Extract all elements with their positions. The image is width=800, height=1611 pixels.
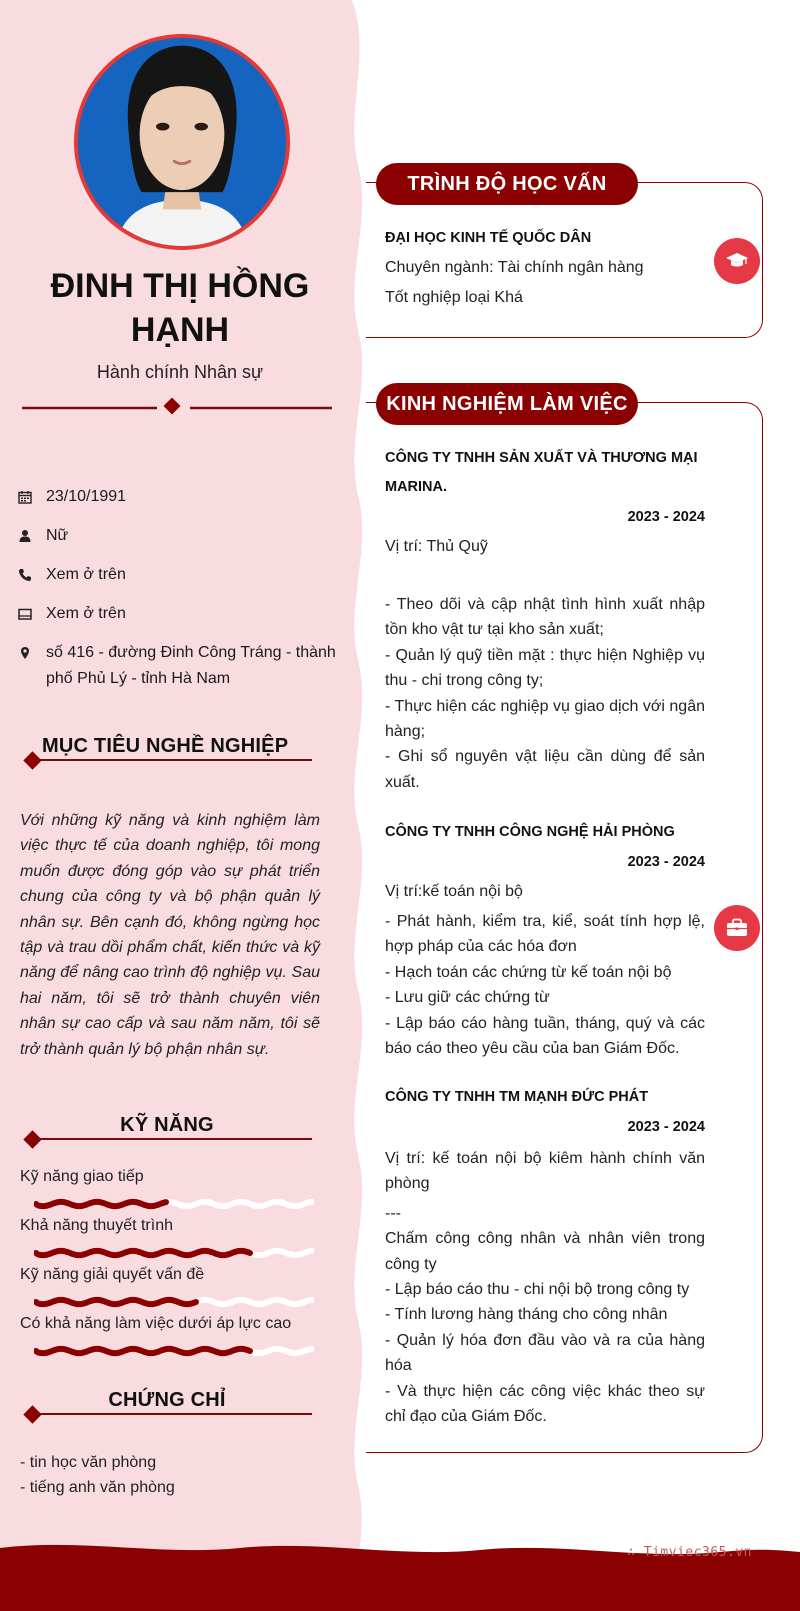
job-years: 2023 - 2024	[627, 1119, 705, 1135]
job-years: 2023 - 2024	[627, 854, 705, 870]
education-title: TRÌNH ĐỘ HỌC VẤN	[376, 163, 638, 205]
graduation-cap-icon	[714, 238, 760, 284]
education-content	[385, 224, 705, 313]
skill-bar-fill	[36, 1349, 250, 1353]
objective-heading	[22, 734, 322, 764]
job-position: Vị trí:kế toán nội bộ	[385, 883, 523, 900]
avatar	[74, 34, 290, 250]
job-details: - Phát hành, kiểm tra, kiể, soát tính hợp lệ, hợp pháp của các hóa đơn - Hạch toán các chứng từ kế toán nội bộ - Lưu giữ các chứng từ - Lập báo cáo hàng tuần, tháng, quý và các báo cáo theo yêu cầu của ban Giám Đốc.	[385, 913, 705, 1058]
skill-bar-fill	[36, 1251, 250, 1255]
certificates-title: CHỨNG CHỈ	[108, 1389, 226, 1411]
skill-label: Kỹ năng giải quyết vấn đề	[20, 1266, 205, 1283]
site-watermark: ∴ Timviec365.vn	[627, 1545, 752, 1560]
certificate-item: - tiếng anh văn phòng	[20, 1479, 175, 1496]
contact-email	[18, 601, 338, 627]
job-entry	[385, 1083, 705, 1429]
job-company: CÔNG TY TNHH SẢN XUẤT VÀ THƯƠNG MẠI MARINA.	[385, 450, 698, 495]
education-grade: Tốt nghiệp loại Khá	[385, 289, 523, 306]
role-divider	[22, 398, 332, 418]
skill-bar	[34, 1296, 314, 1308]
job-position: Vị trí: kế toán nội bộ kiêm hành chính văn phòng	[385, 1150, 705, 1193]
job-company: CÔNG TY TNHH CÔNG NGHỆ HẢI PHÒNG	[385, 824, 675, 840]
job-details: - Theo dõi và cập nhật tình hình xuất nhập tồn kho vật tư tại kho sản xuất; - Quản lý quỹ tiền mặt : thực hiện Nghiệp vụ thu - chi trong công ty; - Thực hiện các nghiệp vụ giao dịch với ngân hàng; - Ghi sổ nguyên vật liệu cần dùng để sản xuất.	[385, 596, 705, 791]
skill-bar-fill	[36, 1300, 196, 1304]
certificate-list	[20, 1450, 175, 1500]
education-major: Chuyên ngành: Tài chính ngân hàng	[385, 259, 644, 276]
contact-phone	[18, 562, 338, 588]
address-value: số 416 - đường Đinh Công Tráng - thành phố Phủ Lý - tỉnh Hà Nam	[46, 644, 336, 687]
education-school: ĐẠI HỌC KINH TẾ QUỐC DÂN	[385, 230, 592, 246]
objective-text: Với những kỹ năng và kinh nghiệm làm việc thực tế của doanh nghiệp, tôi mong muốn được đóng góp vào sự phát triển chung của công ty và bộ phận quản lý nhân sự. Bên cạnh đó, không ngừng học tập và trau dồi phẩm chất, kiến thức và kỹ năng để nâng cao trình độ nghiệp vụ. Sau hai năm, tôi sẽ trở thành chuyên viên nhân sự cao cấp và sau năm năm, tôi sẽ trở thành quản lý bộ phận nhân sự.	[20, 812, 320, 1058]
contact-address	[18, 640, 338, 692]
skill-bar	[34, 1247, 314, 1259]
person-icon	[18, 523, 46, 549]
birthday-value: 23/10/1991	[46, 488, 127, 505]
job-years: 2023 - 2024	[627, 509, 705, 525]
map-pin-icon	[18, 640, 46, 666]
briefcase-icon	[714, 905, 760, 951]
job-company: CÔNG TY TNHH TM MẠNH ĐỨC PHÁT	[385, 1089, 649, 1105]
email-icon	[18, 601, 46, 627]
calendar-icon	[18, 484, 46, 510]
job-details: --- Chấm công công nhân và nhân viên trong công ty - Lập báo cáo thu - chi nội bộ trong công ty - Tính lương hàng tháng cho công nhân - Quản lý hóa đơn đầu vào và ra của hàng hóa - Và thực hiện các công việc khác theo sự chỉ đạo của Giám Đốc.	[385, 1204, 705, 1426]
skill-label: Có khả năng làm việc dưới áp lực cao	[20, 1315, 292, 1332]
phone-value: Xem ở trên	[46, 566, 126, 583]
skills-heading	[22, 1113, 322, 1143]
contact-list	[18, 484, 338, 705]
skill-label: Khả năng thuyết trình	[20, 1217, 173, 1234]
candidate-name: ĐINH THỊ HỒNG HẠNH	[50, 267, 310, 349]
certificates-heading	[22, 1388, 322, 1418]
contact-gender	[18, 523, 338, 549]
contact-birthday	[18, 484, 338, 510]
skill-bar-fill	[36, 1202, 166, 1206]
candidate-role: Hành chính Nhân sự	[96, 362, 264, 382]
experience-title: KINH NGHIỆM LÀM VIỆC	[376, 383, 638, 425]
job-entry	[385, 444, 705, 795]
avatar-portrait	[78, 38, 286, 246]
skill-label: Kỹ năng giao tiếp	[20, 1168, 144, 1185]
job-entry	[385, 818, 705, 1061]
objective-title: MỤC TIÊU NGHỀ NGHIỆP	[42, 735, 289, 757]
skill-bar	[34, 1345, 314, 1357]
job-position: Vị trí: Thủ Quỹ	[385, 538, 488, 555]
gender-value: Nữ	[46, 527, 69, 544]
skill-bar	[34, 1198, 314, 1210]
phone-icon	[18, 562, 46, 588]
email-value: Xem ở trên	[46, 605, 126, 622]
certificate-item: - tin học văn phòng	[20, 1454, 157, 1471]
skills-title: KỸ NĂNG	[120, 1114, 214, 1136]
